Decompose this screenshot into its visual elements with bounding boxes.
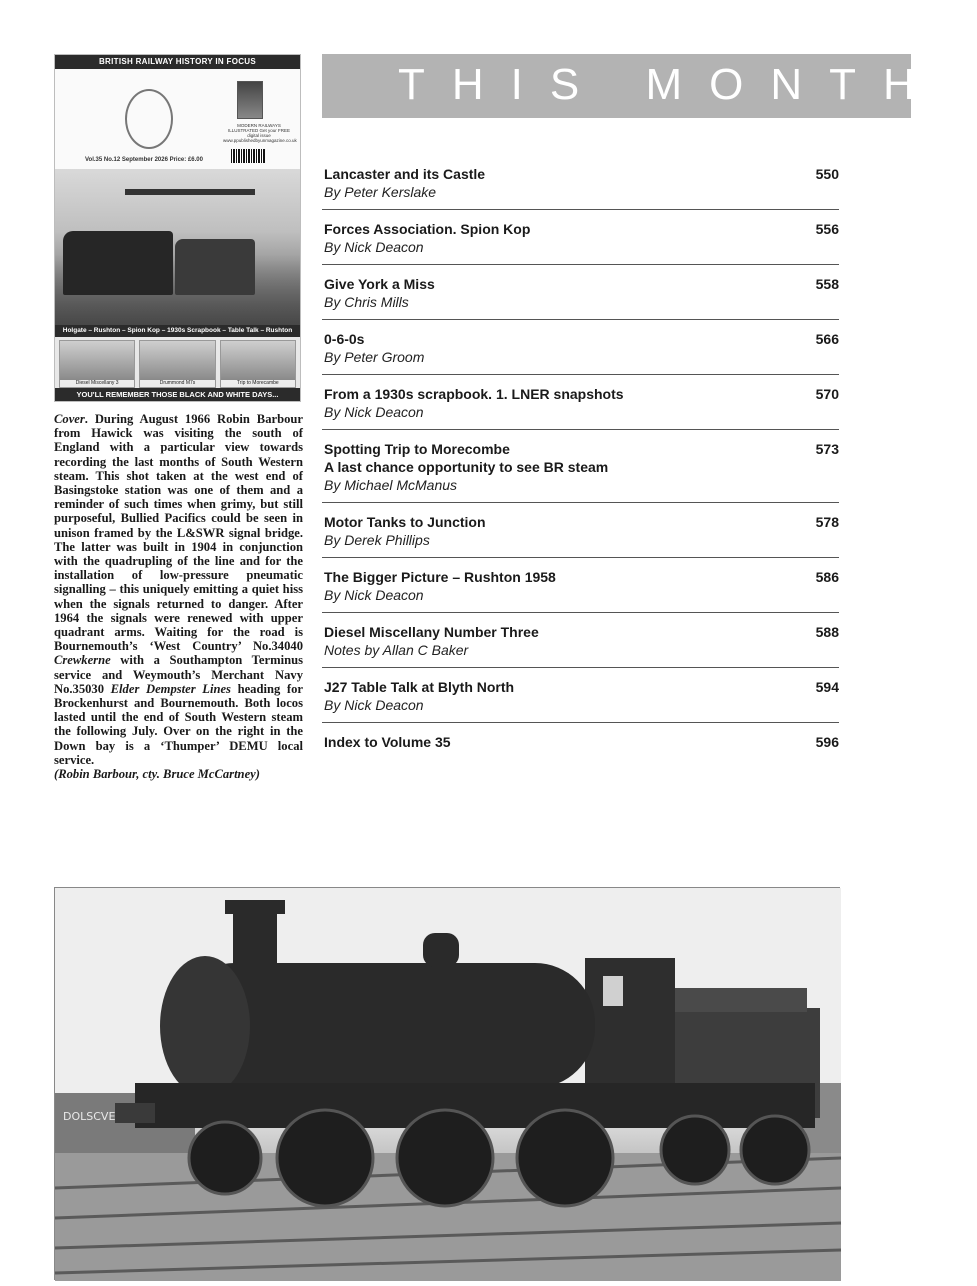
toc-entry[interactable] — [322, 430, 839, 503]
locomotive-photo — [54, 887, 840, 1280]
thumbnail-caption: Diesel Miscellany 3 — [60, 380, 134, 387]
thumbnail-caption: Drummond M7s — [140, 380, 214, 387]
table-of-contents — [322, 155, 839, 759]
toc-entry[interactable] — [322, 320, 839, 375]
cover-thumbnail — [139, 340, 215, 388]
cover-masthead — [55, 69, 300, 169]
cover-caption — [54, 412, 303, 781]
signal-gantry — [125, 189, 255, 195]
toc-title: 0-6-0s — [324, 331, 365, 347]
toc-entry[interactable] — [322, 503, 839, 558]
toc-byline: By Derek Phillips — [324, 532, 430, 548]
tender-coal — [667, 988, 807, 1012]
toc-entry[interactable] — [322, 375, 839, 430]
cover-bottom-strap: YOU'LL REMEMBER THOSE BLACK AND WHITE DAYS... — [55, 388, 300, 401]
toc-subtitle: A last chance opportunity to see BR steam — [324, 459, 609, 475]
barcode-icon — [231, 149, 265, 163]
toc-byline: By Peter Kerslake — [324, 184, 437, 200]
cab-window — [603, 976, 623, 1006]
chimney — [233, 908, 277, 968]
toc-title: Motor Tanks to Junction — [324, 514, 486, 530]
toc-title: Spotting Trip to Morecombe — [324, 441, 510, 457]
caption-loco-name-2: Elder Dempster Lines — [110, 681, 231, 696]
sister-magazine-thumbnail — [237, 81, 263, 119]
caption-text-2: with a Southampton Terminus service and Weymouth’s Merchant Navy No.35030 — [54, 653, 303, 696]
toc-page-number: 556 — [815, 221, 839, 237]
toc-byline: By Peter Groom — [324, 349, 425, 365]
toc-page-number: 578 — [815, 514, 839, 530]
thumbnail-caption: Trip to Morecambe — [221, 380, 295, 387]
buffer-beam — [115, 1103, 155, 1123]
toc-byline: By Michael McManus — [324, 477, 458, 493]
cover-thumbnail — [59, 340, 135, 388]
toc-page-number: 586 — [815, 569, 839, 585]
cover-promo-text: MODERN RAILWAYS ILLUSTRATED Get your FREE digital issue www.ppublishedbyunmagazine.co.uk — [223, 123, 297, 143]
cover-thumbnails — [55, 337, 300, 391]
toc-page-number: 588 — [815, 624, 839, 640]
toc-byline: Notes by Allan C Baker — [324, 642, 469, 658]
toc-title: The Bigger Picture – Rushton 1958 — [324, 569, 556, 585]
caption-lead: Cover — [54, 412, 85, 426]
toc-title: Index to Volume 35 — [324, 734, 451, 750]
toc-entry[interactable] — [322, 613, 839, 668]
cover-top-strap: BRITISH RAILWAY HISTORY IN FOCUS — [55, 55, 300, 69]
toc-page-number: 566 — [815, 331, 839, 347]
toc-title: J27 Table Talk at Blyth North — [324, 679, 515, 695]
magazine-cover — [54, 54, 301, 402]
toc-page-number: 594 — [815, 679, 839, 695]
toc-entry[interactable] — [322, 723, 839, 759]
toc-byline: By Chris Mills — [324, 294, 409, 310]
toc-entry[interactable] — [322, 265, 839, 320]
section-header — [322, 54, 977, 118]
toc-byline: By Nick Deacon — [324, 239, 424, 255]
logo-ring — [125, 89, 173, 149]
page-title: THIS MONTH' — [398, 60, 977, 109]
cover-main-photo — [55, 169, 300, 325]
toc-title: Lancaster and its Castle — [324, 166, 486, 182]
cover-issue-line: Vol.35 No.12 September 2026 Price: £6.00 — [85, 157, 203, 163]
dome — [423, 933, 459, 967]
caption-text-3: heading for Brockenhurst and Bournemouth. Both locos lasted until the end of South Western steam the following July. Over on the right in the Down bay is a ‘Thumper’ DEMU local service. — [54, 681, 303, 767]
toc-page-number: 550 — [815, 166, 839, 182]
toc-title: Forces Association. Spion Kop — [324, 221, 531, 237]
toc-byline: By Nick Deacon — [324, 404, 424, 420]
toc-page-number: 558 — [815, 276, 839, 292]
caption-loco-name-1: Crewkerne — [54, 653, 111, 668]
railways-illustrated-logo — [59, 75, 219, 155]
toc-entry[interactable] — [322, 558, 839, 613]
cover-thumbnail — [220, 340, 296, 388]
toc-title: Diesel Miscellany Number Three — [324, 624, 539, 640]
locomotive-left — [63, 231, 173, 295]
chimney-cap — [225, 900, 285, 914]
toc-byline: By Nick Deacon — [324, 697, 424, 713]
toc-title: From a 1930s scrapbook. 1. LNER snapshots — [324, 386, 624, 402]
toc-title: Give York a Miss — [324, 276, 435, 292]
toc-byline: By Nick Deacon — [324, 587, 424, 603]
caption-text-1: . During August 1966 Robin Barbour from Hawick was visiting the south of England with a particular view towards recording the last months of South Western steam. This shot taken at the west end of Basingstoke station was one of them and a reminder of such times when grimy, but still purposeful, Bullied Pacifics could be seen in unison framed by the L&SWR signal bridge. The latter was built in 1904 in conjunction with the quadrupling of the line and for the installation of low-pressure pneumatic signalling – this uniquely emitting a quiet hiss when the signals returned to danger. After 1964 the signals were renewed with upper quadrant arms. Waiting for the road is Bournemouth’s ‘West Country’ No.34040 — [54, 412, 303, 654]
toc-entry[interactable] — [322, 210, 839, 265]
toc-page-number: 570 — [815, 386, 839, 402]
wagon-lettering: DOLSCVE — [63, 1110, 116, 1123]
locomotive-right — [175, 239, 255, 295]
toc-page-number: 573 — [815, 441, 839, 457]
toc-page-number: 596 — [815, 734, 839, 750]
caption-credit: (Robin Barbour, cty. Bruce McCartney) — [54, 767, 260, 782]
smokebox-door — [160, 956, 250, 1096]
toc-entry[interactable] — [322, 155, 839, 210]
toc-entry[interactable] — [322, 668, 839, 723]
locomotive-illustration — [55, 888, 841, 1281]
cover-features-strap: Holgate – Rushton – Spion Kop – 1930s Scrapbook – Table Talk – Rushton — [55, 325, 300, 337]
